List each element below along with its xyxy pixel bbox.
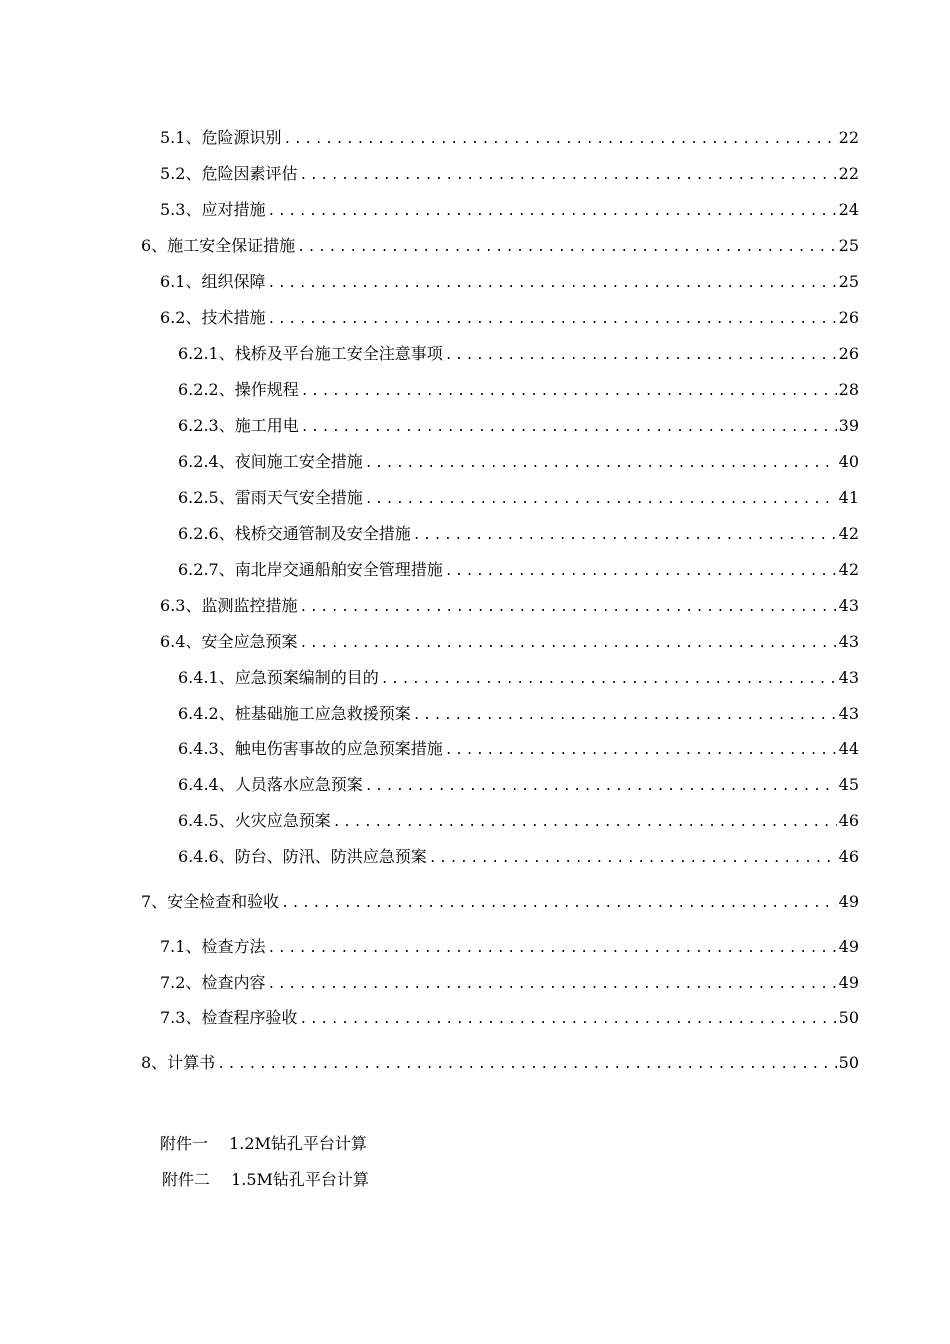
dot-leader	[299, 1008, 836, 1032]
toc-entry-7-2[interactable]	[160, 971, 859, 995]
toc-entry-title: 7.3、检查程序验收	[160, 1008, 298, 1027]
toc-page-number: 43	[838, 704, 859, 723]
toc-page-number: 22	[838, 164, 859, 183]
toc-entry-6-4-3[interactable]	[178, 737, 859, 761]
toc-entry-6-2-4[interactable]	[178, 450, 859, 474]
dot-leader	[267, 272, 836, 296]
dot-leader	[267, 200, 836, 224]
toc-entry-title: 6.2、技术措施	[160, 308, 266, 327]
toc-page-number: 46	[838, 847, 859, 866]
toc-page-number: 26	[838, 344, 859, 363]
toc-entry-title: 5.2、危险因素评估	[160, 164, 298, 183]
toc-entry-6-4-2[interactable]	[178, 702, 859, 726]
toc-page-number: 25	[838, 272, 859, 291]
attachment-2: 附件二 1.5M钻孔平台计算	[162, 1170, 369, 1189]
toc-entry-title: 7.1、检查方法	[160, 937, 266, 956]
toc-entry-title: 6.3、监测监控措施	[160, 596, 298, 615]
toc-page-number: 43	[838, 632, 859, 651]
toc-page-number: 25	[838, 236, 859, 255]
toc-page-number: 43	[838, 668, 859, 687]
toc-entry-title: 6.2.1、栈桥及平台施工安全注意事项	[178, 344, 443, 363]
dot-leader	[297, 236, 836, 260]
dot-leader	[445, 739, 837, 763]
toc-entry-title: 6.2.6、栈桥交通管制及安全措施	[178, 524, 411, 543]
toc-entry-title: 5.3、应对措施	[160, 200, 266, 219]
dot-leader	[301, 416, 837, 440]
toc-entry-title: 6.4.5、火灾应急预案	[178, 811, 331, 830]
toc-page-number: 45	[838, 775, 859, 794]
toc-entry-title: 6.4.3、触电伤害事故的应急预案措施	[178, 739, 443, 758]
toc-page-number: 40	[838, 452, 859, 471]
toc-entry-6-2-3[interactable]	[178, 414, 859, 438]
toc-entry-title: 6.2.4、夜间施工安全措施	[178, 452, 363, 471]
toc-entry-title: 6、施工安全保证措施	[141, 236, 296, 255]
toc-page-number: 42	[838, 524, 859, 543]
toc-entry-6-2-1[interactable]	[178, 342, 859, 366]
dot-leader	[281, 892, 836, 916]
toc-page-number: 46	[838, 811, 859, 830]
toc-entry-6-4-4[interactable]	[178, 773, 859, 797]
dot-leader	[267, 308, 836, 332]
toc-entry-title: 7.2、检查内容	[160, 973, 266, 992]
toc-page-number: 49	[838, 973, 859, 992]
toc-entry-6[interactable]	[141, 234, 859, 258]
dot-leader	[445, 344, 837, 368]
toc-entry-5-3[interactable]	[160, 198, 859, 222]
toc-entry-6-2-7[interactable]	[178, 558, 859, 582]
toc-entry-title: 6.1、组织保障	[160, 272, 266, 291]
attachment-1: 附件一 1.2M钻孔平台计算	[160, 1134, 367, 1153]
dot-leader	[299, 596, 836, 620]
dot-leader	[333, 811, 837, 835]
toc-page-number: 39	[838, 416, 859, 435]
toc-page-number: 28	[838, 380, 859, 399]
toc-page-number: 49	[838, 892, 859, 911]
dot-leader	[217, 1053, 836, 1077]
toc-entry-title: 6.2.7、南北岸交通船舶安全管理措施	[178, 560, 443, 579]
toc-page-number: 49	[838, 937, 859, 956]
toc-entry-7-3[interactable]	[160, 1006, 859, 1030]
dot-leader	[301, 380, 837, 404]
dot-leader	[429, 847, 837, 871]
toc-entry-title: 6.2.5、雷雨天气安全措施	[178, 488, 363, 507]
toc-page-number: 24	[838, 200, 859, 219]
toc-entry-6-4[interactable]	[160, 630, 859, 654]
toc-entry-title: 8、计算书	[141, 1053, 216, 1072]
toc-entry-6-4-5[interactable]	[178, 809, 859, 833]
toc-entry-5-1[interactable]	[160, 126, 859, 150]
toc-entry-6-3[interactable]	[160, 594, 859, 618]
toc-entry-title: 6.2.2、操作规程	[178, 380, 299, 399]
toc-entry-6-1[interactable]	[160, 270, 859, 294]
toc-entry-6-2-2[interactable]	[178, 378, 859, 402]
toc-entry-title: 6.2.3、施工用电	[178, 416, 299, 435]
toc-entry-5-2[interactable]	[160, 162, 859, 186]
toc-entry-6-4-1[interactable]	[178, 666, 859, 690]
dot-leader	[299, 164, 836, 188]
dot-leader	[365, 452, 837, 476]
dot-leader	[299, 632, 836, 656]
toc-page-number: 41	[838, 488, 859, 507]
toc-entry-title: 6.4、安全应急预案	[160, 632, 298, 651]
toc-entry-7[interactable]	[141, 890, 859, 914]
toc-entry-title: 6.4.6、防台、防汛、防洪应急预案	[178, 847, 427, 866]
dot-leader	[381, 668, 837, 692]
toc-entry-6-4-6[interactable]	[178, 845, 859, 869]
toc-page-number: 26	[838, 308, 859, 327]
toc-entry-6-2-5[interactable]	[178, 486, 859, 510]
toc-entry-title: 6.4.2、桩基础施工应急救援预案	[178, 704, 411, 723]
toc-page-number: 50	[838, 1008, 859, 1027]
toc-page-number: 22	[838, 128, 859, 147]
dot-leader	[267, 973, 836, 997]
toc-entry-6-2-6[interactable]	[178, 522, 859, 546]
toc-page-number: 42	[838, 560, 859, 579]
toc-entry-title: 5.1、危险源识别	[160, 128, 282, 147]
toc-entry-7-1[interactable]	[160, 935, 859, 959]
dot-leader	[413, 524, 837, 548]
toc-entry-title: 6.4.1、应急预案编制的目的	[178, 668, 379, 687]
dot-leader	[267, 937, 836, 961]
dot-leader	[283, 128, 836, 152]
dot-leader	[445, 560, 837, 584]
dot-leader	[365, 775, 837, 799]
toc-page-number: 50	[838, 1053, 859, 1072]
dot-leader	[413, 704, 837, 728]
toc-page-number: 44	[838, 739, 859, 758]
toc-entry-8[interactable]	[141, 1051, 859, 1075]
dot-leader	[365, 488, 837, 512]
toc-entry-6-2[interactable]	[160, 306, 859, 330]
toc-entry-title: 7、安全检查和验收	[141, 892, 280, 911]
toc-entry-title: 6.4.4、人员落水应急预案	[178, 775, 363, 794]
toc-page-number: 43	[838, 596, 859, 615]
